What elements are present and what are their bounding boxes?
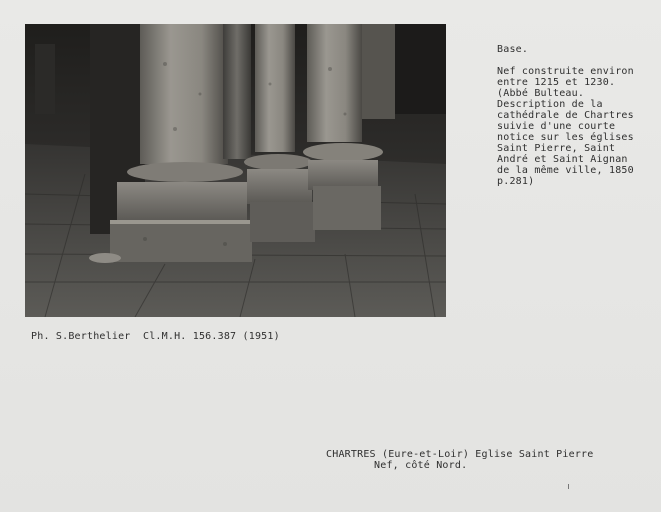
caption-body bbox=[497, 66, 634, 187]
photo-illustration bbox=[25, 24, 446, 317]
location-heading: CHARTRES (Eure-et-Loir) Eglise Saint Pierre bbox=[326, 449, 594, 460]
caption-line: André et Saint Aignan bbox=[497, 154, 628, 165]
caption-line: Saint Pierre, Saint bbox=[497, 143, 616, 154]
photograph-column-bases bbox=[25, 24, 446, 317]
caption-line: notice sur les églises bbox=[497, 132, 634, 143]
photo-credit: Ph. S.Berthelier Cl.M.H. 156.387 (1951) bbox=[31, 331, 280, 342]
caption-line: (Abbé Bulteau. bbox=[497, 88, 585, 99]
caption-line: de la même ville, 1850 bbox=[497, 165, 634, 176]
registration-tick bbox=[568, 484, 569, 489]
location-subheading: Nef, côté Nord. bbox=[374, 460, 468, 471]
caption-line: suivie d'une courte bbox=[497, 121, 616, 132]
caption-line: Description de la bbox=[497, 99, 603, 110]
caption-line: Nef construite environ bbox=[497, 66, 634, 77]
caption-line: cathédrale de Chartres bbox=[497, 110, 634, 121]
caption-line: entre 1215 et 1230. bbox=[497, 77, 616, 88]
caption-line: p.281) bbox=[497, 176, 535, 187]
caption-title: Base. bbox=[497, 44, 529, 55]
